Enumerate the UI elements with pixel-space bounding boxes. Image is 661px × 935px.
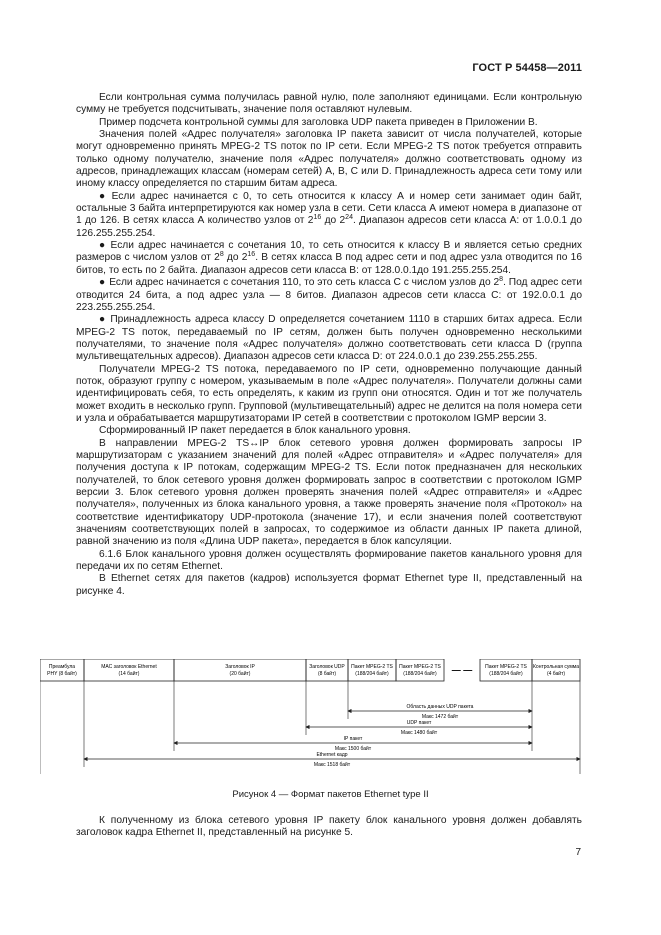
ethernet-frame-figure xyxy=(40,659,582,779)
field-ts-packet-n xyxy=(480,659,532,681)
figure-caption: Рисунок 4 — Формат пакетов Ethernet type II xyxy=(232,789,429,800)
paragraph: К полученному из блока сетевого уровня IP пакету блок канального уровня должен добавлять заголовок кадра Ethernet II, представленный на рисунке 5. xyxy=(76,815,582,839)
paragraph: В Ethernet сетях для пакетов (кадров) используется формат Ethernet type II, представленный на рисунке 4. xyxy=(76,573,582,597)
paragraph: Пример подсчета контрольной суммы для заголовка UDP пакета приведен в Приложении В. xyxy=(99,116,538,128)
span-size: Макс 1500 байт xyxy=(334,746,372,752)
paragraph: Получатели MPEG-2 TS потока, передаваемого по IP сети, одновременно получающие данный поток, образуют группу с номером, указываемым в поле «Адрес получателя». Получатели должны сами идентифицировать себя, то есть определять, к каким из групп они относятся. Один и тот же получатель может входить в несколько групп. Групповой (мультивещательный) адрес не делится на поля номера сети и узла и обрабатывается маршрутизаторами IP сетей в соответствии с протоколом IGMP версии 3. xyxy=(76,363,582,424)
bullet-paragraph-class-c: ● Если адрес начинается с сочетания 110, то это сеть класса С с числом узлов до $2^8$. Под адрес сети отводится 24 бита, а под адрес узла — 8 битов. Диапазон адресов сети класса С: от 192.0.0.1 до 223.255.255.254. xyxy=(76,276,583,313)
ethernet-frame-diagram xyxy=(40,659,582,779)
bullet-icon: ● xyxy=(99,277,106,289)
paragraph: Значения полей «Адрес получателя» заголовка IP пакета зависит от числа получателей, которые могут одновременно принять MPEG-2 TS поток по IP сети. Если MPEG-2 TS поток требуется отправить только одному получателю, значение поля «Адрес получателя» должно соответствовать одному из адресов, принадлежащих классам (номерам сетей) А, В, С или D. Принадлежность адреса сети тому или иному классу определяется по старшим битам адреса. xyxy=(76,129,582,190)
field-size: (4 байт) xyxy=(546,671,566,677)
field-ts-packet-1 xyxy=(348,659,396,681)
field-size: (188/204 байт) xyxy=(355,671,389,677)
field-label: Контрольная сумма xyxy=(533,664,579,670)
field-size: PHY (8 байт) xyxy=(47,671,77,677)
body-text xyxy=(76,92,582,598)
field-label: Заголовок IP xyxy=(225,664,255,670)
field-label: Пакет MPEG-2 TS xyxy=(485,664,527,670)
standard-header: ГОСТ Р 54458—2011 xyxy=(472,62,582,74)
field-label: Пакет MPEG-2 TS xyxy=(351,664,393,670)
span-size: Макс 1472 байт xyxy=(421,714,459,720)
paragraph: В направлении MPEG-2 TS↔IP блок сетевого уровня должен формировать запросы IP маршрутизаторам с указанием значений для полей «Адрес отправителя» и «Адрес получателя» для получения доступа к IP потокам, содержащим MPEG-2 TS. Если поток предназначен для нескольких получателей, то блок сетевого уровня должен формировать запрос в соответствии с протоколом IGMP версии 3. Блок сетевого уровня должен проверять значения полей «Адрес отправителя» и «Адрес получателя», полученных из блока канального уровня, а также проверять значение поля «Протокол» на соответствие идентификатору UDP-протокола (значение 17), и если значения полей соответствуют значениям соответствующих полей в запросах, то содержимое из области данных IP пакета длиной, равной значению из поля «Длина UDP пакета», передается в блок капсуляции. xyxy=(76,437,582,548)
paragraph: 6.1.6 Блок канального уровня должен осуществлять формирование пакетов канального уровня для передачи их по сетям Ethernet. xyxy=(76,548,582,573)
field-label: Преамбула xyxy=(48,664,76,670)
span-size: Макс 1480 байт xyxy=(400,730,438,736)
page-number: 7 xyxy=(575,847,581,858)
frame-fields xyxy=(40,659,580,681)
bullet-icon: ● xyxy=(99,240,107,252)
field-mac-header xyxy=(84,659,174,681)
span-arrows xyxy=(84,704,580,768)
span-label: Ethernet кадр xyxy=(316,752,348,758)
bullet-icon: ● xyxy=(99,314,107,326)
field-checksum xyxy=(532,659,580,681)
after-figure-text xyxy=(76,815,582,840)
bullet-icon: ● xyxy=(99,190,108,202)
field-size: (188/204 байт) xyxy=(403,671,437,677)
field-ip-header xyxy=(174,659,306,681)
bullet-paragraph-class-d: ● Принадлежность адреса классу D определяется сочетанием 1110 в старших битах адреса. Если MPEG-2 TS поток, передаваемый по IP сетям, должен быть получен одновременно несколькими получателями, то значение поля «Адрес получателя» должно соответствовать сети класса D (группа мультивещательных адресов). Диапазон адресов сети класса D: от 224.0.0.1 до 239.255.255.255. xyxy=(76,314,583,363)
field-ts-packet-2 xyxy=(396,659,444,681)
span-label: Область данных UDP пакета xyxy=(406,704,474,710)
field-size: (20 байт) xyxy=(229,671,251,677)
paragraph: Сформированный IP пакет передается в блок канального уровня. xyxy=(99,425,411,437)
paragraph: Если контрольная сумма получилась равной нулю, поле заполняют единицами. Если контрольную сумму не требуется подсчитывать, значение поля оставляют нулевым. xyxy=(76,92,582,116)
span-label: UDP пакет xyxy=(406,720,432,726)
field-label: Заголовок UDP xyxy=(309,664,345,670)
field-size: (14 байт) xyxy=(118,671,140,677)
field-label: МАС заголовок Ethernet xyxy=(101,664,157,670)
field-udp-header xyxy=(306,659,348,681)
span-size: Макс 1518 байт xyxy=(313,762,351,768)
field-preamble xyxy=(40,659,84,681)
bullet-paragraph-class-a: ● Если адрес начинается с 0, то сеть относится к классу А и номер сети занимает один байт, остальные 3 байта интерпретируются как номер узла в сети. Сети класса А имеют номера в диапазоне от 1 до 126. В сетях класса А количество узлов от $2^{16}$ до $2^{24}$. Диапазон адресов сети класса А: от 1.0.0.1 до 126.255.255.254. xyxy=(76,190,583,239)
field-size: (8 байт) xyxy=(317,671,337,677)
bullet-paragraph-class-b: ● Если адрес начинается с сочетания 10, то сеть относится к классу В и является сетью средних размеров с числом узлов от $2^8$ до $2^{16}$. В сетях класса В под адрес сети и под адрес узла отводится по 16 битов, то есть по 2 байта. Диапазон адресов сети класса В: от 128.0.0.1до 191.255.255.254. xyxy=(76,240,583,276)
field-size: (188/204 байт) xyxy=(489,671,523,677)
span-label: IP пакет xyxy=(343,736,363,742)
span-guides xyxy=(40,681,580,774)
ellipsis-dashes: — — xyxy=(451,665,473,675)
field-label: Пакет MPEG-2 TS xyxy=(399,664,441,670)
